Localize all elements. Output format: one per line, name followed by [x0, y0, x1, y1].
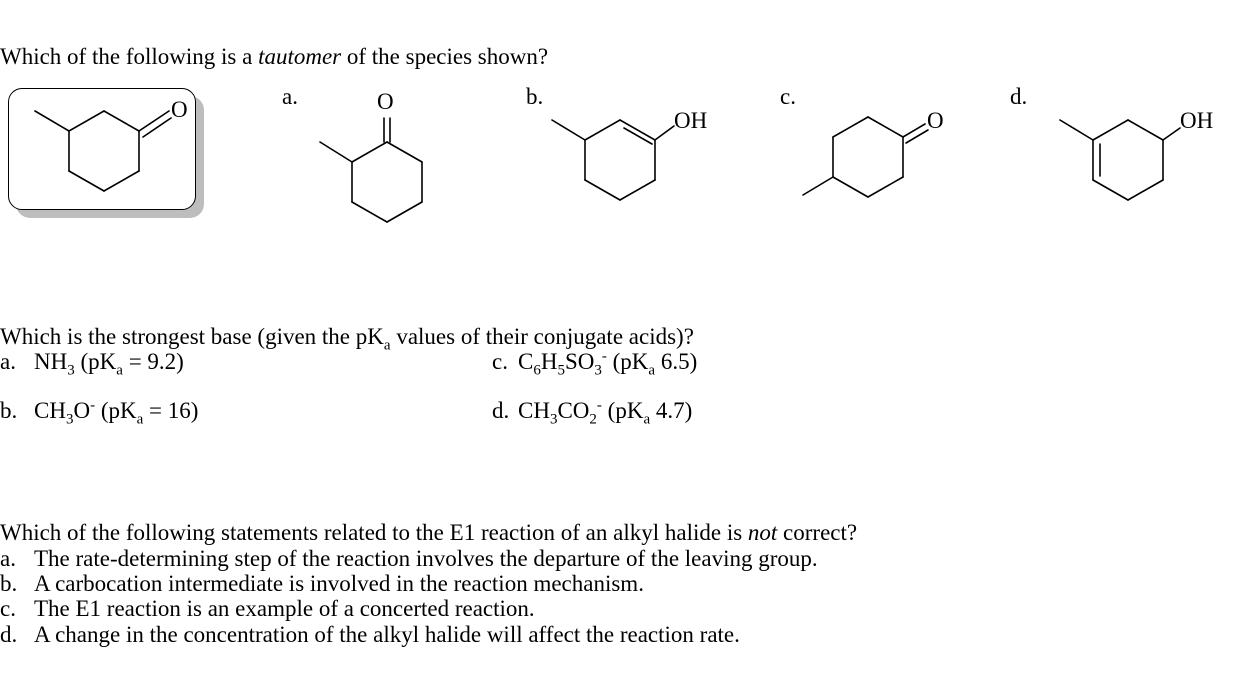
q1-option-a-structure [310, 84, 440, 224]
q2-option-b: b. $CH_3O^-$ $(pK_a = 16)$ [0, 397, 199, 428]
q3-option-b: b. A carbocation intermediate is involved in the reaction mechanism. [0, 571, 644, 596]
q2-option-c: c. $C_6H_5SO_3^-$ ($pK_a$ 6.5) [492, 348, 698, 379]
question-3-text: Which of the following statements related to the E1 reaction of an alkyl halide is not correct? [0, 520, 858, 545]
q1-option-b-label: b. [526, 84, 544, 109]
q3-option-d: d. A change in the concentration of the alkyl halide will affect the reaction rate. [0, 622, 740, 647]
q3-option-c: c. The E1 reaction is an example of a concerted reaction. [0, 596, 535, 621]
reference-molecule-structure [9, 89, 199, 213]
atom-label-o: O [171, 97, 188, 122]
q1-option-d-label: d. [1010, 84, 1028, 109]
q1-option-c-structure [795, 100, 975, 220]
atom-label-oh: OH [674, 108, 708, 133]
q1-option-b-structure [540, 100, 740, 220]
question-2-text: Which is the strongest base (given the $pK_a$ values of their conjugate acids)? [0, 324, 694, 354]
question-3-emphasis: not [747, 520, 778, 545]
q1-option-d-structure [1052, 100, 1248, 220]
q1-option-c-label: c. [780, 84, 796, 109]
atom-label-oh: OH [1180, 108, 1214, 133]
q3-option-a: a. The rate-determining step of the reaction involves the departure of the leaving group. [0, 546, 818, 571]
q2-option-a: a. $NH_3$ $(pK_a = 9.2)$ [0, 349, 184, 379]
question-1-text: Which of the following is a tautomer of the species shown? [0, 44, 549, 69]
q1-option-a-label: a. [282, 84, 298, 109]
question-1-emphasis: tautomer [258, 44, 342, 69]
reference-molecule-box [8, 88, 196, 210]
atom-label-o: O [377, 89, 394, 114]
q2-option-d: d. $CH_3CO_2^-$ ($pK_a$ 4.7) [492, 397, 693, 428]
atom-label-o: O [927, 108, 944, 133]
